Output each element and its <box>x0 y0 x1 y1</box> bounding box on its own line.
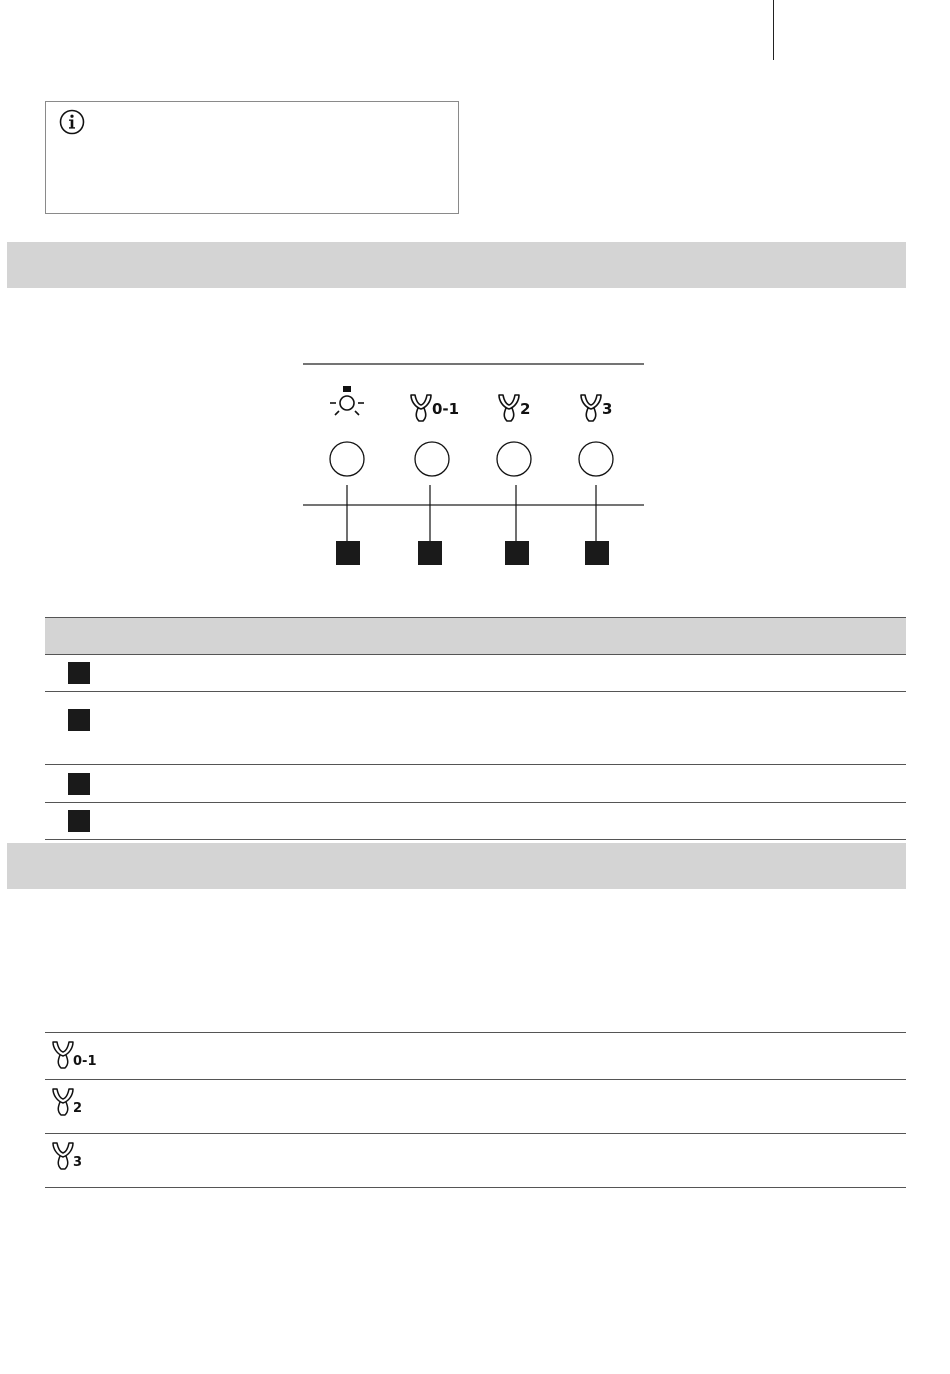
section-header-operation <box>7 843 906 889</box>
table-row <box>45 1134 906 1188</box>
fan-speed-label: 0-1 <box>73 1054 97 1069</box>
fan-icon <box>411 395 431 421</box>
fan-icon <box>51 1039 99 1069</box>
callout-marker <box>418 541 442 565</box>
table-row <box>45 655 906 692</box>
table-row <box>45 1080 906 1134</box>
legend-header-row <box>45 618 906 655</box>
fan-speed-label: 3 <box>73 1155 83 1170</box>
fan-icon <box>581 395 601 421</box>
fan-icon <box>51 1140 99 1170</box>
table-row <box>45 803 906 840</box>
callout-marker <box>68 709 90 731</box>
info-box <box>45 101 459 214</box>
fan-icon <box>499 395 519 421</box>
legend-header-description <box>128 618 906 655</box>
fan-speed-label: 3 <box>602 400 613 418</box>
fan-speed-label: 0-1 <box>432 400 460 418</box>
callout-marker <box>585 541 609 565</box>
fan-speed-text <box>109 1134 906 1188</box>
light-icon <box>330 386 364 415</box>
section-header-control-panel <box>7 242 906 288</box>
table-row <box>45 692 906 765</box>
legend-text <box>128 803 906 840</box>
legend-text <box>128 692 906 765</box>
fan-speed-text <box>109 1080 906 1134</box>
light-button[interactable] <box>330 442 364 476</box>
legend-text <box>128 655 906 692</box>
legend-text <box>128 765 906 803</box>
fan-speed-label: 2 <box>73 1101 83 1116</box>
page-edge-line <box>773 0 774 60</box>
fan-speed-2-button[interactable] <box>497 442 531 476</box>
fan-icon <box>51 1086 99 1116</box>
control-panel-diagram <box>0 0 950 600</box>
table-row <box>45 1033 906 1080</box>
fan-speed-3-button[interactable] <box>579 442 613 476</box>
callout-marker <box>68 773 90 795</box>
fan-speed-text <box>109 1033 906 1080</box>
legend-header-number <box>45 618 128 655</box>
table-row <box>45 765 906 803</box>
callout-marker <box>68 662 90 684</box>
legend-table <box>45 617 906 840</box>
fan-speed-0-1-button[interactable] <box>415 442 449 476</box>
callout-marker <box>336 541 360 565</box>
callout-marker <box>505 541 529 565</box>
fan-speed-table <box>45 1032 906 1188</box>
callout-marker <box>68 810 90 832</box>
info-icon <box>59 109 85 135</box>
fan-speed-label: 2 <box>520 400 531 418</box>
